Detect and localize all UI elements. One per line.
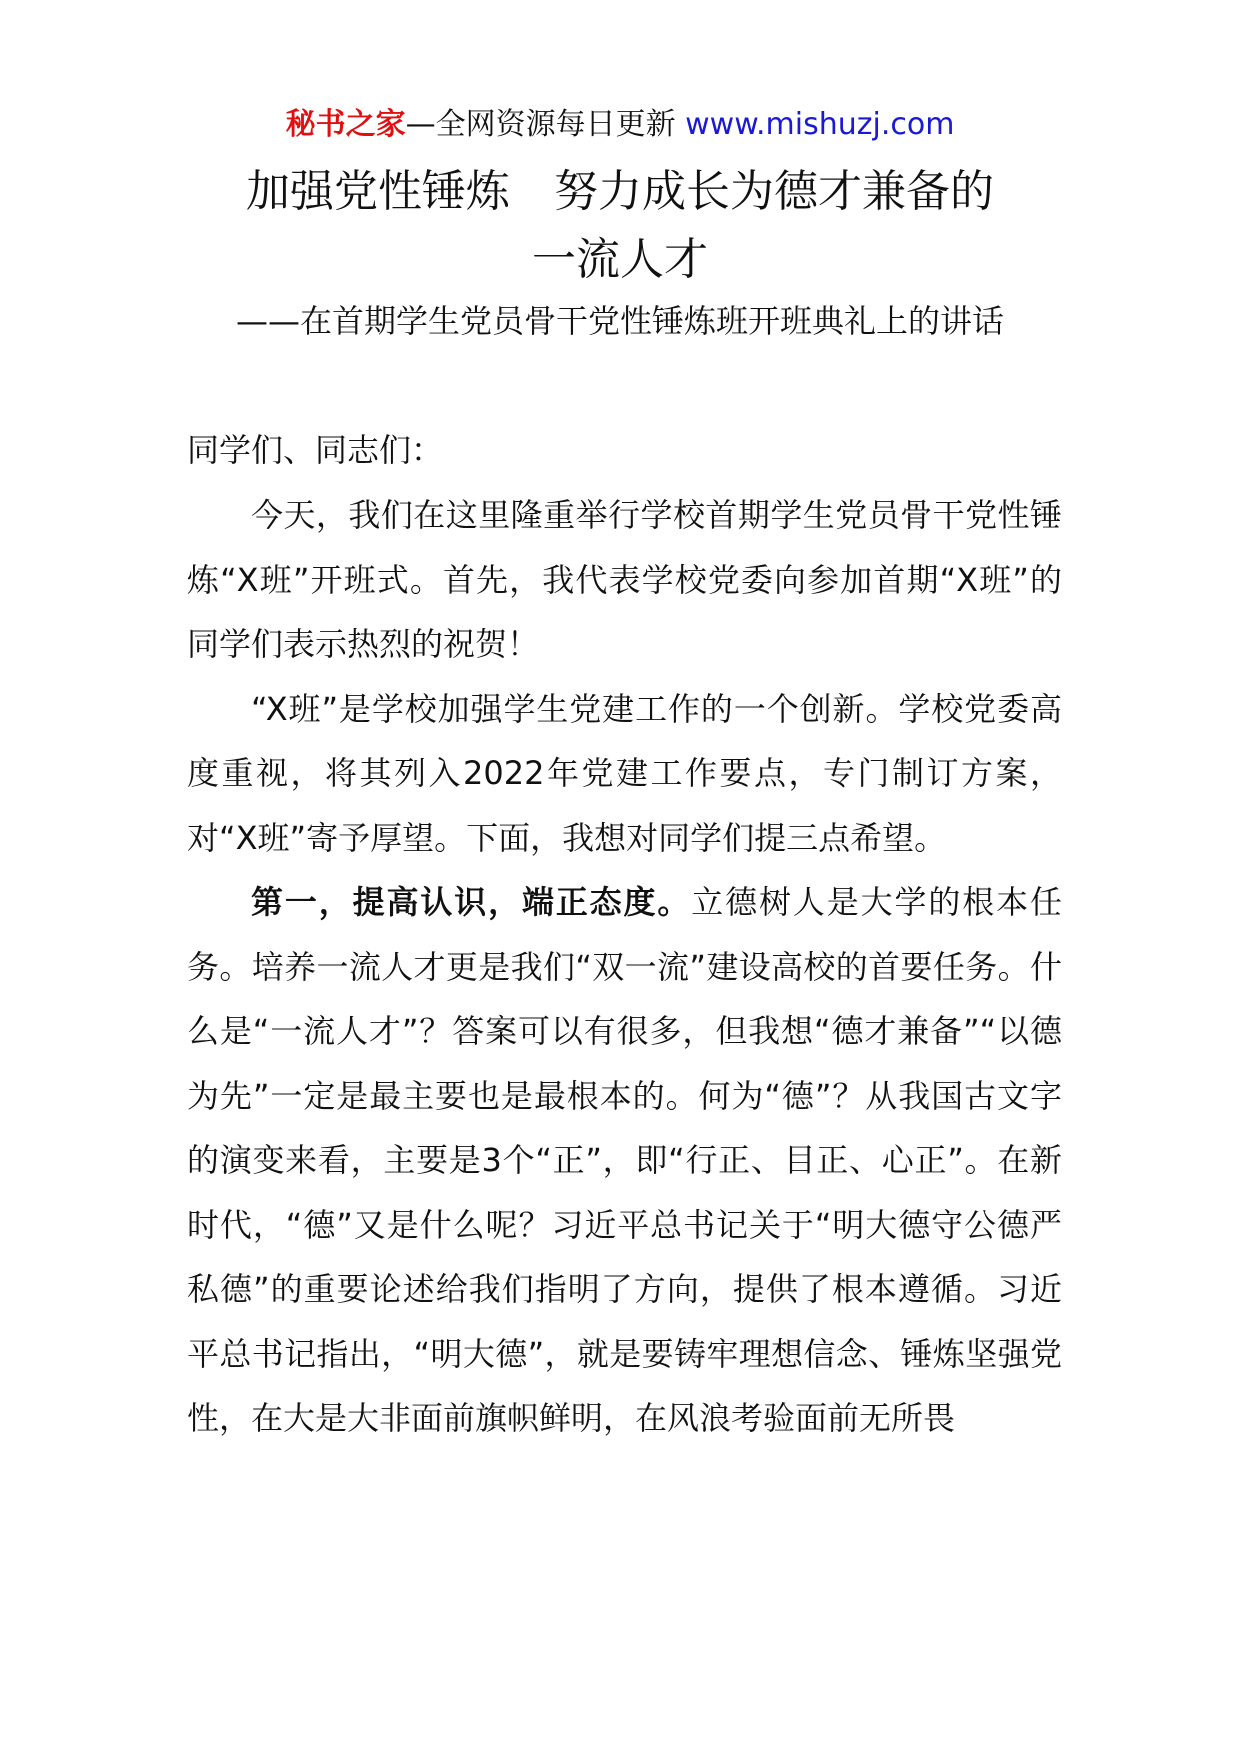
document-subtitle: ——在首期学生党员骨干党性锤炼班开班典礼上的讲话: [235, 302, 1004, 340]
brand-name: 秘书之家: [285, 107, 406, 142]
paragraph-x-class-intro: [187, 677, 1062, 871]
paragraph-text: 立德树人是大学的根本任务。培养一流人才更是我们“双一流”建设高校的首要任务。什么是“一流人才”？答案可以有很多，但我想“德才兼备”“以德为先”一定是最主要也是最根本的。何为“德”？从我国古文字的演变来看，主要是3个“正”，即“行正、目正、心正”。在新时代，“德”又是什么呢？习近平总书记关于“明大德守公德严私德”的重要论述给我们指明了方向，提供了根本遵循。习近平总书记指出，“明大德”，就是要铸牢理想信念、锤炼坚强党性，在大是大非面前旗帜鲜明，在风浪考验面前无所畏: [187, 883, 1062, 1437]
paragraph-text: 今天，我们在这里隆重举行学校首期学生党员骨干党性锤炼“X班”开班式。首先，我代表学校党委向参加首期“X班”的同学们表示热烈的祝贺！: [187, 496, 1062, 663]
paragraph-text: “X班”是学校加强学生党建工作的一个创新。学校党委高度重视，将其列入2022年党建工作要点，专门制订方案，对“X班”寄予厚望。下面，我想对同学们提三点希望。: [187, 689, 1062, 857]
document-title-line-1: 加强党性锤炼 努力成长为德才兼备的: [246, 166, 994, 217]
document-body: [187, 483, 1062, 1451]
header-url-link[interactable]: www.mishuzj.com: [685, 107, 955, 142]
paragraph-opening: [187, 483, 1062, 677]
salutation: 同学们、同志们：: [187, 431, 444, 469]
paragraph-first-point: [187, 870, 1062, 1451]
site-header: [0, 103, 1240, 147]
document-title-line-2: 一流人才: [532, 234, 708, 285]
header-tagline: —全网资源每日更新: [405, 107, 676, 142]
paragraph-lead: 第一，提高认识，端正态度。: [251, 883, 692, 921]
